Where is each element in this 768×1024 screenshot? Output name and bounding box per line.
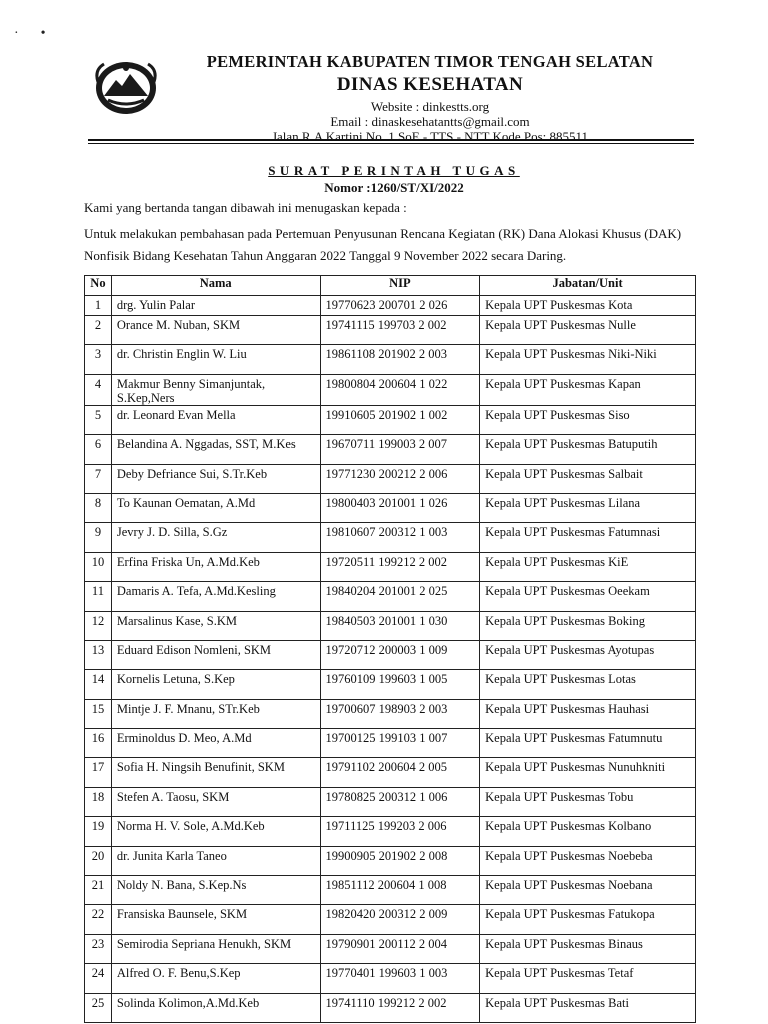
cell-jabatan: Kepala UPT Puskesmas Nulle [480, 316, 696, 345]
cell-no: 21 [85, 876, 112, 905]
header-jabatan: Jabatan/Unit [480, 276, 696, 296]
cell-jabatan: Kepala UPT Puskesmas Batuputih [480, 435, 696, 464]
cell-nama: Makmur Benny Simanjuntak, S.Kep,Ners [111, 374, 320, 405]
table-row [85, 374, 696, 405]
cell-no: 13 [85, 640, 112, 669]
intro-paragraph: Kami yang bertanda tangan dibawah ini menugaskan kepada : [84, 200, 407, 215]
table-row [85, 729, 696, 758]
cell-nip: 19700125 199103 1 007 [320, 729, 480, 758]
table-row [85, 582, 696, 611]
cell-no: 10 [85, 552, 112, 581]
cell-nip: 19840204 201001 2 025 [320, 582, 480, 611]
cell-nama: Noldy N. Bana, S.Kep.Ns [111, 876, 320, 905]
table-row [85, 876, 696, 905]
table-row [85, 817, 696, 846]
cell-nip: 19771230 200212 2 006 [320, 464, 480, 493]
cell-jabatan: Kepala UPT Puskesmas Ayotupas [480, 640, 696, 669]
table-row [85, 611, 696, 640]
address-line: Jalan R.A Kartini No. 1 SoE - TTS - NTT Kode Pos: 885511 [271, 129, 589, 144]
cell-jabatan: Kepala UPT Puskesmas Bati [480, 993, 696, 1022]
cell-nama: Fransiska Baunsele, SKM [111, 905, 320, 934]
cell-nip: 19700607 198903 2 003 [320, 699, 480, 728]
cell-jabatan: Kepala UPT Puskesmas Kapan [480, 374, 696, 405]
cell-jabatan: Kepala UPT Puskesmas Boking [480, 611, 696, 640]
cell-jabatan: Kepala UPT Puskesmas Fatukopa [480, 905, 696, 934]
cell-jabatan: Kepala UPT Puskesmas Kota [480, 296, 696, 316]
regency-emblem-icon [92, 56, 160, 118]
cell-nama: dr. Leonard Evan Mella [111, 405, 320, 434]
cell-nip: 19741115 199703 2 002 [320, 316, 480, 345]
cell-no: 4 [85, 374, 112, 405]
email-line: Email : dinaskesehatantts@gmail.com [330, 114, 530, 129]
title-number: Nomor :1260/ST/XI/2022 [324, 180, 464, 195]
cell-nama: To Kaunan Oematan, A.Md [111, 493, 320, 522]
cell-no: 18 [85, 787, 112, 816]
cell-nip: 19800804 200604 1 022 [320, 374, 480, 405]
cell-nip: 19670711 199003 2 007 [320, 435, 480, 464]
cell-jabatan: Kepala UPT Puskesmas Fatumnasi [480, 523, 696, 552]
cell-nama: Semirodia Sepriana Henukh, SKM [111, 934, 320, 963]
cell-jabatan: Kepala UPT Puskesmas Lotas [480, 670, 696, 699]
table-row [85, 699, 696, 728]
table-row [85, 964, 696, 993]
cell-nip: 19820420 200312 2 009 [320, 905, 480, 934]
cell-no: 19 [85, 817, 112, 846]
cell-nip: 19711125 199203 2 006 [320, 817, 480, 846]
table-header-row [85, 276, 696, 296]
cell-nama: dr. Junita Karla Taneo [111, 846, 320, 875]
government-name: PEMERINTAH KABUPATEN TIMOR TENGAH SELATAN [206, 52, 654, 71]
table-body [85, 296, 696, 1023]
description-paragraph: Untuk melakukan pembahasan pada Pertemuan Penyusunan Rencana Kegiatan (RK) Dana Alokasi Khusus (DAK) Nonfisik Bidang Kesehatan Tahun Anggaran 2022 Tanggal 9 November 2022 secara Daring. [84, 226, 682, 263]
table-row [85, 523, 696, 552]
cell-nama: Erfina Friska Un, A.Md.Keb [111, 552, 320, 581]
cell-nama: Erminoldus D. Meo, A.Md [111, 729, 320, 758]
cell-jabatan: Kepala UPT Puskesmas Fatumnutu [480, 729, 696, 758]
cell-nip: 19791102 200604 2 005 [320, 758, 480, 787]
cell-jabatan: Kepala UPT Puskesmas Hauhasi [480, 699, 696, 728]
cell-no: 17 [85, 758, 112, 787]
cell-nama: Alfred O. F. Benu,S.Kep [111, 964, 320, 993]
cell-nip: 19810607 200312 1 003 [320, 523, 480, 552]
table-row [85, 640, 696, 669]
cell-nip: 19840503 201001 1 030 [320, 611, 480, 640]
table-row [85, 758, 696, 787]
cell-no: 5 [85, 405, 112, 434]
table-row [85, 493, 696, 522]
cell-nip: 19800403 201001 1 026 [320, 493, 480, 522]
cell-nip: 19720511 199212 2 002 [320, 552, 480, 581]
cell-jabatan: Kepala UPT Puskesmas Noebana [480, 876, 696, 905]
cell-no: 3 [85, 345, 112, 374]
cell-jabatan: Kepala UPT Puskesmas Oeekam [480, 582, 696, 611]
scan-specks: ·• [14, 26, 68, 41]
cell-jabatan: Kepala UPT Puskesmas Lilana [480, 493, 696, 522]
cell-nip: 19720712 200003 1 009 [320, 640, 480, 669]
table-row [85, 993, 696, 1022]
agency-name: DINAS KESEHATAN [336, 74, 524, 95]
cell-no: 1 [85, 296, 112, 316]
cell-jabatan: Kepala UPT Puskesmas Siso [480, 405, 696, 434]
header-nama: Nama [111, 276, 320, 296]
cell-no: 23 [85, 934, 112, 963]
letterhead [160, 52, 700, 144]
header-no: No [85, 276, 112, 296]
cell-no: 8 [85, 493, 112, 522]
assignment-table [84, 275, 696, 1023]
cell-nama: Deby Defriance Sui, S.Tr.Keb [111, 464, 320, 493]
cell-no: 22 [85, 905, 112, 934]
cell-jabatan: Kepala UPT Puskesmas Tobu [480, 787, 696, 816]
cell-nama: Orance M. Nuban, SKM [111, 316, 320, 345]
table-row [85, 316, 696, 345]
table-row [85, 934, 696, 963]
cell-nip: 19790901 200112 2 004 [320, 934, 480, 963]
cell-nama: Marsalinus Kase, S.KM [111, 611, 320, 640]
website-line: Website : dinkestts.org [370, 99, 490, 114]
cell-no: 15 [85, 699, 112, 728]
cell-no: 7 [85, 464, 112, 493]
cell-no: 11 [85, 582, 112, 611]
table-row [85, 552, 696, 581]
cell-nip: 19741110 199212 2 002 [320, 993, 480, 1022]
cell-jabatan: Kepala UPT Puskesmas Noebeba [480, 846, 696, 875]
table-row [85, 787, 696, 816]
cell-no: 6 [85, 435, 112, 464]
cell-jabatan: Kepala UPT Puskesmas Kolbano [480, 817, 696, 846]
cell-jabatan: Kepala UPT Puskesmas Tetaf [480, 964, 696, 993]
cell-nama: Damaris A. Tefa, A.Md.Kesling [111, 582, 320, 611]
cell-nama: Sofia H. Ningsih Benufinit, SKM [111, 758, 320, 787]
cell-nama: Eduard Edison Nomleni, SKM [111, 640, 320, 669]
table-row [85, 296, 696, 316]
cell-jabatan: Kepala UPT Puskesmas Binaus [480, 934, 696, 963]
table-row [85, 905, 696, 934]
cell-nama: Solinda Kolimon,A.Md.Keb [111, 993, 320, 1022]
cell-nip: 19760109 199603 1 005 [320, 670, 480, 699]
cell-nip: 19851112 200604 1 008 [320, 876, 480, 905]
title-heading: SURAT PERINTAH TUGAS [268, 163, 520, 178]
cell-nama: Norma H. V. Sole, A.Md.Keb [111, 817, 320, 846]
cell-nip: 19910605 201902 1 002 [320, 405, 480, 434]
cell-no: 20 [85, 846, 112, 875]
cell-no: 14 [85, 670, 112, 699]
cell-nip: 19770623 200701 2 026 [320, 296, 480, 316]
cell-no: 9 [85, 523, 112, 552]
table-row [85, 846, 696, 875]
table-row [85, 345, 696, 374]
cell-nip: 19861108 201902 2 003 [320, 345, 480, 374]
table-row [85, 435, 696, 464]
cell-jabatan: Kepala UPT Puskesmas KiE [480, 552, 696, 581]
letterhead-divider [88, 139, 694, 144]
header-nip: NIP [320, 276, 480, 296]
cell-jabatan: Kepala UPT Puskesmas Salbait [480, 464, 696, 493]
cell-nama: Jevry J. D. Silla, S.Gz [111, 523, 320, 552]
cell-nip: 19780825 200312 1 006 [320, 787, 480, 816]
cell-nama: Stefen A. Taosu, SKM [111, 787, 320, 816]
cell-no: 16 [85, 729, 112, 758]
table-row [85, 405, 696, 434]
cell-nama: dr. Christin Englin W. Liu [111, 345, 320, 374]
cell-nama: Mintje J. F. Mnanu, STr.Keb [111, 699, 320, 728]
cell-nama: drg. Yulin Palar [111, 296, 320, 316]
cell-nama: Kornelis Letuna, S.Kep [111, 670, 320, 699]
cell-jabatan: Kepala UPT Puskesmas Nunuhkniti [480, 758, 696, 787]
cell-nama: Belandina A. Nggadas, SST, M.Kes [111, 435, 320, 464]
cell-nip: 19770401 199603 1 003 [320, 964, 480, 993]
cell-jabatan: Kepala UPT Puskesmas Niki-Niki [480, 345, 696, 374]
document-title [0, 163, 768, 196]
table-row [85, 464, 696, 493]
cell-no: 12 [85, 611, 112, 640]
cell-nip: 19900905 201902 2 008 [320, 846, 480, 875]
cell-no: 25 [85, 993, 112, 1022]
cell-no: 2 [85, 316, 112, 345]
cell-no: 24 [85, 964, 112, 993]
table-row [85, 670, 696, 699]
